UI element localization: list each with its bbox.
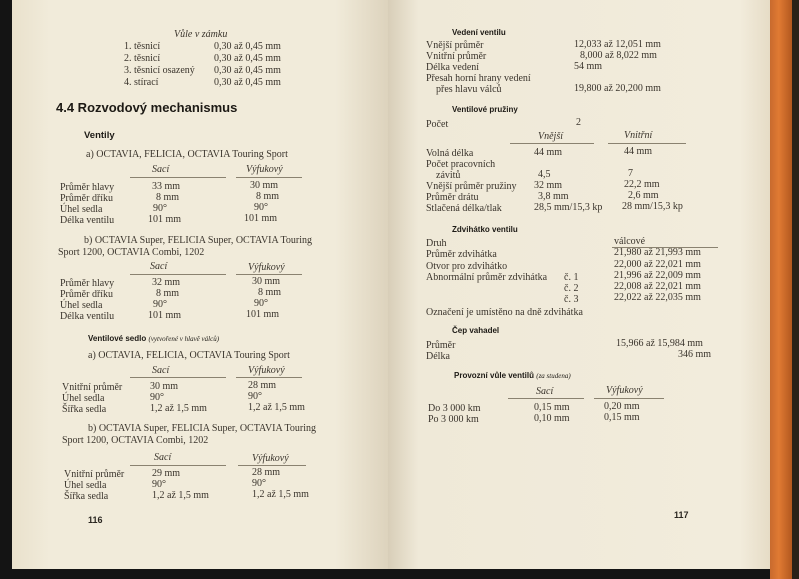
right-page bbox=[388, 0, 770, 569]
spec-value: 0,15 mm bbox=[534, 402, 570, 413]
spec-value: 22,2 mm bbox=[624, 179, 660, 190]
subsection-b2-heading-cont: Sport 1200, OCTAVIA Combi, 1202 bbox=[62, 435, 209, 446]
pocet-label: Počet bbox=[426, 119, 449, 130]
spec-label: Úhel sedla bbox=[60, 204, 103, 215]
col-sani: Sací bbox=[150, 261, 168, 272]
spec-label: Volná délka bbox=[426, 148, 474, 159]
cyl-row-value: 0,30 až 0,45 mm bbox=[214, 53, 281, 64]
spec-value: 44 mm bbox=[624, 146, 653, 157]
cylinder-clearance-header: Vůle v zámku bbox=[174, 29, 228, 40]
column-rule bbox=[236, 177, 302, 178]
spec-value: 1,2 až 1,5 mm bbox=[150, 403, 207, 414]
spec-value: 1,2 až 1,5 mm bbox=[248, 402, 305, 413]
col-vyfuk: Výfukový bbox=[252, 453, 289, 464]
spec-label: Do 3 000 km bbox=[428, 403, 481, 414]
cyl-row-value: 0,30 až 0,45 mm bbox=[214, 77, 281, 88]
column-rule bbox=[130, 465, 226, 466]
sedlo-title bbox=[88, 333, 219, 345]
spec-value: 101 mm bbox=[246, 309, 280, 320]
spec-value: 7 bbox=[628, 168, 633, 179]
vule-title bbox=[454, 370, 571, 382]
col-vyfuk: Výfukový bbox=[248, 262, 285, 273]
spec-label: Přesah horní hrany vedení bbox=[426, 73, 531, 84]
spec-value: 90° bbox=[254, 202, 268, 213]
spec-value: 54 mm bbox=[574, 61, 603, 72]
spec-value: 1,2 až 1,5 mm bbox=[152, 490, 209, 501]
spec-label: Vnější průměr bbox=[426, 40, 484, 51]
spec-value: 28,5 mm/15,3 kp bbox=[534, 202, 603, 213]
spec-label: Úhel sedla bbox=[60, 300, 103, 311]
spec-value: 22,022 až 22,035 mm bbox=[614, 292, 701, 303]
spec-value: 2,6 mm bbox=[628, 190, 659, 201]
spec-value: 22,008 až 22,021 mm bbox=[614, 281, 701, 292]
spec-label: závitů bbox=[436, 170, 461, 181]
spec-value: 346 mm bbox=[678, 349, 712, 360]
spec-value: 28 mm bbox=[252, 467, 281, 478]
section-title: 4.4 Rozvodový mechanismus bbox=[56, 100, 238, 115]
spec-value: 28 mm bbox=[248, 380, 277, 391]
spec-label: přes hlavu válců bbox=[436, 84, 502, 95]
cep-title: Čep vahadel bbox=[452, 326, 500, 335]
spec-value: 15,966 až 15,984 mm bbox=[616, 338, 703, 349]
spec-label: Délka ventilu bbox=[60, 215, 115, 226]
vule-note: (za studena) bbox=[536, 372, 571, 380]
column-rule bbox=[608, 143, 686, 144]
ventily-title: Ventily bbox=[84, 130, 115, 141]
spec-value: 32 mm bbox=[152, 277, 181, 288]
spec-label: Vnitřní průměr bbox=[64, 469, 125, 480]
col-vnejsi: Vnější bbox=[538, 131, 563, 142]
col-vyfuk: Výfukový bbox=[246, 164, 283, 175]
column-rule bbox=[236, 377, 302, 378]
spec-value: 101 mm bbox=[148, 214, 182, 225]
spec-value: 8 mm bbox=[156, 288, 180, 299]
spec-value: 90° bbox=[153, 203, 167, 214]
pocet-value: 2 bbox=[576, 117, 581, 128]
cyl-row-label: 2. těsnicí bbox=[124, 53, 161, 64]
spec-label: Průměr dříku bbox=[60, 193, 114, 204]
spec-label: Úhel sedla bbox=[62, 393, 105, 404]
column-rule bbox=[130, 377, 226, 378]
column-rule bbox=[130, 274, 226, 275]
vule-title-text: Provozní vůle ventilů bbox=[454, 371, 535, 380]
subsection-a1-heading: a) OCTAVIA, FELICIA, OCTAVIA Touring Sport bbox=[86, 149, 288, 160]
spec-label: Průměr dříku bbox=[60, 289, 114, 300]
spec-value: 3,8 mm bbox=[538, 191, 569, 202]
spec-value: 90° bbox=[152, 479, 166, 490]
spec-label: Průměr hlavy bbox=[60, 182, 115, 193]
spec-label: Šířka sedla bbox=[62, 404, 107, 415]
spec-value: 21,996 až 22,009 mm bbox=[614, 270, 701, 281]
col-sani: Sací bbox=[152, 365, 170, 376]
col-vyfuk: Výfukový bbox=[248, 365, 285, 376]
col-sani: Sací bbox=[152, 164, 170, 175]
vedeni-title: Vedení ventilu bbox=[452, 28, 506, 37]
spec-label: Otvor pro zdvihátko bbox=[426, 261, 508, 272]
spec-label: Vnější průměr pružiny bbox=[426, 181, 517, 192]
col-sani: Sací bbox=[536, 386, 554, 397]
spec-value: 30 mm bbox=[150, 381, 179, 392]
spec-value: 4,5 bbox=[538, 169, 551, 180]
subsection-b2-heading: b) OCTAVIA Super, FELICIA Super, OCTAVIA Touring bbox=[88, 423, 317, 434]
spec-value: 90° bbox=[248, 391, 262, 402]
spec-value: 29 mm bbox=[152, 468, 181, 479]
page-number: 116 bbox=[88, 515, 103, 525]
spec-label: Průměr drátu bbox=[426, 192, 479, 203]
spec-label: Délka vedení bbox=[426, 62, 480, 73]
spec-label: Stlačená délka/tlak bbox=[426, 203, 502, 214]
spec-value: 101 mm bbox=[148, 310, 182, 321]
spec-value: 0,20 mm bbox=[604, 401, 640, 412]
size-tag: č. 2 bbox=[564, 283, 579, 294]
spec-value: 90° bbox=[252, 478, 266, 489]
spec-label: Délka ventilu bbox=[60, 311, 115, 322]
pruziny-title: Ventilové pružiny bbox=[452, 105, 518, 114]
size-tag: č. 3 bbox=[564, 294, 579, 305]
book-cover-shadow bbox=[792, 0, 799, 579]
spec-label: Průměr bbox=[426, 340, 456, 351]
spec-value: 0,15 mm bbox=[604, 412, 640, 423]
spec-value: 33 mm bbox=[152, 181, 181, 192]
druh-label: Druh bbox=[426, 238, 447, 249]
spec-value: 28 mm/15,3 kp bbox=[622, 201, 683, 212]
sedlo-title-text: Ventilové sedlo bbox=[88, 334, 147, 343]
spec-label: Délka bbox=[426, 351, 450, 362]
subsection-b1-heading: b) OCTAVIA Super, FELICIA Super, OCTAVIA Touring bbox=[84, 235, 313, 246]
spec-value: 12,033 až 12,051 mm bbox=[574, 39, 661, 50]
column-rule bbox=[236, 274, 302, 275]
spec-value: 1,2 až 1,5 mm bbox=[252, 489, 309, 500]
spec-label: Vnitřní průměr bbox=[62, 382, 123, 393]
col-vyfuk: Výfukový bbox=[606, 385, 643, 396]
column-rule bbox=[238, 465, 306, 466]
cyl-row-value: 0,30 až 0,45 mm bbox=[214, 41, 281, 52]
druh-value: válcové bbox=[614, 236, 646, 247]
spec-value: 30 mm bbox=[250, 180, 279, 191]
col-vnitrni: Vnitřní bbox=[624, 130, 653, 141]
spec-label: Průměr hlavy bbox=[60, 278, 115, 289]
zdvihatko-title: Zdvihátko ventilu bbox=[452, 225, 518, 234]
spec-value: 101 mm bbox=[244, 213, 278, 224]
subsection-b1-heading-cont: Sport 1200, OCTAVIA Combi, 1202 bbox=[58, 247, 205, 258]
spec-value: 8 mm bbox=[258, 287, 282, 298]
spec-label: Počet pracovních bbox=[426, 159, 496, 170]
sedlo-note: (vytvořené v hlavě válců) bbox=[148, 335, 220, 343]
zdvihatko-note: Označení je umístěno na dně zdvihátka bbox=[426, 307, 583, 318]
column-rule bbox=[508, 398, 584, 399]
cyl-row-label: 4. stírací bbox=[124, 77, 159, 88]
spec-label: Po 3 000 km bbox=[428, 414, 479, 425]
spec-label: Průměr zdvihátka bbox=[426, 249, 497, 260]
subsection-a2-heading: a) OCTAVIA, FELICIA, OCTAVIA Touring Sport bbox=[88, 350, 290, 361]
spec-value: 90° bbox=[150, 392, 164, 403]
spec-label: Abnormální průměr zdvihátka bbox=[426, 272, 548, 283]
column-rule bbox=[130, 177, 226, 178]
col-sani: Sací bbox=[154, 452, 172, 463]
left-page bbox=[12, 0, 388, 569]
page-number: 117 bbox=[674, 510, 689, 520]
spec-value: 8 mm bbox=[256, 191, 280, 202]
column-rule bbox=[510, 143, 594, 144]
column-rule bbox=[594, 398, 664, 399]
spec-value: 8 mm bbox=[156, 192, 180, 203]
spec-value: 30 mm bbox=[252, 276, 281, 287]
spec-value: 0,10 mm bbox=[534, 413, 570, 424]
spec-value: 32 mm bbox=[534, 180, 563, 191]
spec-value: 8,000 až 8,022 mm bbox=[580, 50, 657, 61]
spec-value: 22,000 až 22,021 mm bbox=[614, 259, 701, 270]
spec-label: Vnitřní průměr bbox=[426, 51, 487, 62]
spec-value: 44 mm bbox=[534, 147, 563, 158]
cyl-row-value: 0,30 až 0,45 mm bbox=[214, 65, 281, 76]
cyl-row-label: 3. těsnicí osazený bbox=[124, 65, 195, 76]
book-cover-edge bbox=[770, 0, 792, 579]
size-tag: č. 1 bbox=[564, 272, 579, 283]
spec-label: Úhel sedla bbox=[64, 480, 107, 491]
spec-value: 90° bbox=[153, 299, 167, 310]
spec-value: 21,980 až 21,993 mm bbox=[614, 247, 701, 258]
spec-value: 19,800 až 20,200 mm bbox=[574, 83, 661, 94]
spec-value: 90° bbox=[254, 298, 268, 309]
cyl-row-label: 1. těsnicí bbox=[124, 41, 161, 52]
spec-label: Šířka sedla bbox=[64, 491, 109, 502]
